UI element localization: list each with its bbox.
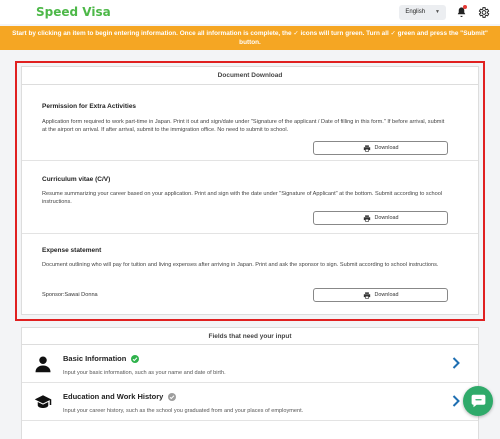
printer-icon	[363, 215, 371, 222]
chat-bubble-icon	[471, 394, 486, 408]
field-basic-information[interactable]	[22, 345, 478, 383]
download-label: Download	[374, 215, 399, 221]
document-item	[22, 161, 478, 234]
field-name: Basic Information	[63, 354, 127, 363]
language-select[interactable]	[399, 5, 446, 20]
document-item	[22, 85, 478, 161]
language-value: English	[405, 9, 426, 15]
field-description: Input your career history, such as the school you graduated from and your places of employment.	[63, 408, 304, 414]
download-button[interactable]	[313, 288, 448, 302]
chat-button[interactable]	[463, 386, 493, 416]
gear-icon	[477, 6, 490, 19]
document-item	[22, 234, 478, 312]
document-description: Resume summarizing your career based on your application. Print and sign with the date under "Signature of Applicant" at the bottom. Submit according to school instructions.	[42, 191, 443, 206]
settings-button[interactable]	[476, 5, 490, 19]
document-title: Expense statement	[42, 247, 102, 254]
notification-button[interactable]	[454, 5, 468, 20]
document-title: Permission for Extra Activities	[42, 103, 137, 110]
printer-icon	[363, 145, 371, 152]
chevron-right-icon[interactable]	[452, 395, 460, 407]
notification-dot	[463, 5, 467, 9]
input-fields-title: Fields that need your input	[22, 328, 478, 345]
field-title	[63, 392, 176, 401]
input-fields-card	[21, 327, 479, 439]
document-title: Curriculum vitae (C/V)	[42, 176, 111, 183]
printer-icon	[363, 292, 371, 299]
app-header	[0, 0, 500, 24]
field-description: Input your basic information, such as your name and date of birth.	[63, 370, 226, 376]
download-button[interactable]	[313, 211, 448, 225]
chevron-right-icon[interactable]	[452, 357, 460, 369]
check-circle-icon	[131, 355, 139, 363]
document-description: Application form required to work part-time in Japan. Print it out and sign/date under "Signature of the applicant / Date of filling in this form." If before arrival, submit at the airport on arrival. If after arrival, submit to the immigration office. No need to submit to school.	[42, 119, 445, 134]
download-button[interactable]	[313, 141, 448, 155]
check-circle-icon	[168, 393, 176, 401]
chevron-down-icon: ▼	[435, 9, 440, 15]
graduation-cap-icon	[34, 393, 52, 411]
brand-logo[interactable]: Speed Visa	[36, 5, 111, 19]
document-download-title: Document Download	[22, 67, 478, 85]
field-education-work-history[interactable]	[22, 383, 478, 421]
header-controls	[399, 5, 490, 20]
download-label: Download	[374, 292, 399, 298]
document-description: Document outlining who will pay for tuition and living expenses after arriving in Japan. Print and ask the sponsor to sign. Submit according to school instructions.	[42, 262, 439, 268]
document-download-card	[21, 66, 479, 315]
field-title	[63, 354, 139, 363]
download-label: Download	[374, 145, 399, 151]
instruction-banner: Start by clicking an item to begin entering information. Once all information is complete, the ✓ icons will turn green. Turn all ✓ green and press the "Submit" button.	[0, 26, 500, 50]
sponsor-name: Sponsor:Sawai Donna	[42, 292, 98, 298]
person-icon	[34, 355, 52, 373]
field-name: Education and Work History	[63, 392, 164, 401]
